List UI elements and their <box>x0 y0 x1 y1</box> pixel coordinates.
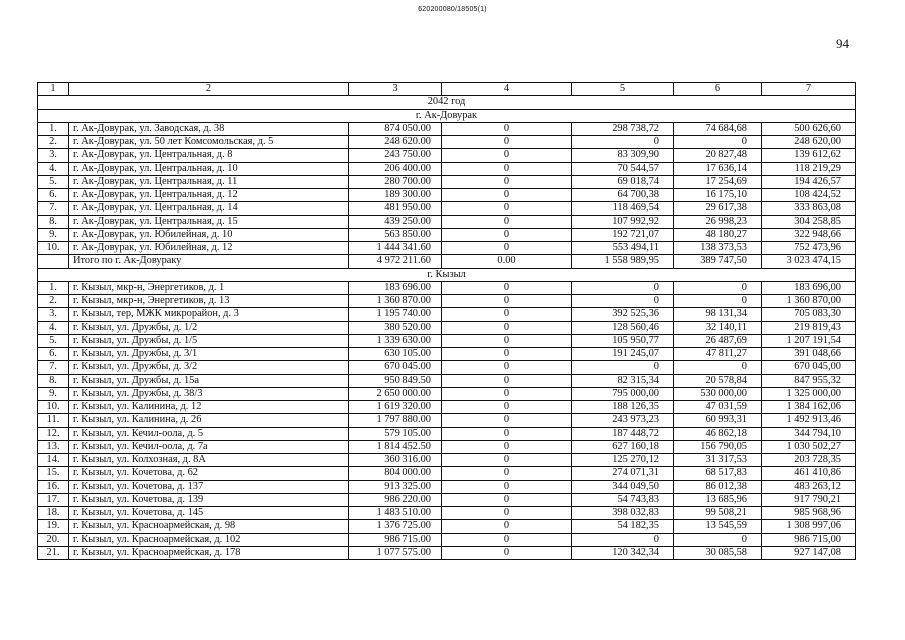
col7-cell: 927 147,08 <box>762 546 856 559</box>
col7-cell: 1 308 997,06 <box>762 520 856 533</box>
row-number-cell: 18. <box>38 507 69 520</box>
row-number-cell: 7. <box>38 202 69 215</box>
col4-cell: 0 <box>442 295 572 308</box>
address-cell: г. Кызыл, ул. Кочетова, д. 139 <box>69 493 349 506</box>
col5-cell: 398 032,83 <box>572 507 674 520</box>
row-number-cell: 10. <box>38 401 69 414</box>
col7-cell: 118 219,29 <box>762 162 856 175</box>
row-number-cell: 4. <box>38 162 69 175</box>
col6-cell: 0 <box>674 533 762 546</box>
table-row <box>38 149 856 162</box>
year-title-row <box>38 96 856 109</box>
col5-cell: 82 315,34 <box>572 374 674 387</box>
col4-cell: 0 <box>442 242 572 255</box>
address-cell: г. Кызыл, ул. Красноармейская, д. 102 <box>69 533 349 546</box>
address-cell: г. Кызыл, мкр-н, Энергетиков, д. 1 <box>69 281 349 294</box>
address-cell: г. Ак-Довурак, ул. Заводская, д. 38 <box>69 122 349 135</box>
col7-cell: 985 968,96 <box>762 507 856 520</box>
row-number-cell: 9. <box>38 387 69 400</box>
col4-cell: 0 <box>442 546 572 559</box>
cost-cell: 189 300.00 <box>349 189 442 202</box>
col6-cell: 13 545,59 <box>674 520 762 533</box>
col4-cell: 0 <box>442 308 572 321</box>
col4-cell: 0 <box>442 122 572 135</box>
address-cell: г. Ак-Довурак, ул. Юбилейная, д. 12 <box>69 242 349 255</box>
row-number-cell: 13. <box>38 440 69 453</box>
cost-cell: 280 700.00 <box>349 175 442 188</box>
col6-cell: 20 578,84 <box>674 374 762 387</box>
cost-cell: 206 400.00 <box>349 162 442 175</box>
cost-cell: 986 715.00 <box>349 533 442 546</box>
table-row <box>38 215 856 228</box>
col7-cell: 183 696,00 <box>762 281 856 294</box>
table-row <box>38 175 856 188</box>
col4-cell: 0 <box>442 202 572 215</box>
col6-cell: 68 517,83 <box>674 467 762 480</box>
address-cell: г. Ак-Довурак, ул. Юбилейная, д. 10 <box>69 228 349 241</box>
col7-cell: 333 863,08 <box>762 202 856 215</box>
cost-cell: 439 250.00 <box>349 215 442 228</box>
col5-cell: 344 049,50 <box>572 480 674 493</box>
column-number-cell: 3 <box>349 83 442 96</box>
col5-cell: 0 <box>572 281 674 294</box>
cost-cell: 950 849.50 <box>349 374 442 387</box>
col4-cell: 0 <box>442 414 572 427</box>
row-number-cell: 3. <box>38 149 69 162</box>
col7-cell: 3 023 474,15 <box>762 255 856 268</box>
housing-register-table <box>37 82 856 560</box>
address-cell: г. Кызыл, ул. Дружбы, д. 3/2 <box>69 361 349 374</box>
address-cell: г. Кызыл, ул. Кочетова, д. 137 <box>69 480 349 493</box>
row-number-cell: 5. <box>38 175 69 188</box>
col5-cell: 0 <box>572 136 674 149</box>
cost-cell: 360 316.00 <box>349 454 442 467</box>
cost-cell: 630 105.00 <box>349 348 442 361</box>
address-cell: г. Кызыл, ул. Калинина, д. 12 <box>69 401 349 414</box>
col6-cell: 32 140,11 <box>674 321 762 334</box>
table-row <box>38 454 856 467</box>
row-number-cell <box>38 255 69 268</box>
address-cell: г. Ак-Довурак, ул. Центральная, д. 12 <box>69 189 349 202</box>
address-cell: г. Кызыл, ул. Кочетова, д. 62 <box>69 467 349 480</box>
cost-cell: 913 325.00 <box>349 480 442 493</box>
address-cell: г. Кызыл, ул. Кечил-оола, д. 7а <box>69 440 349 453</box>
cost-cell: 579 105.00 <box>349 427 442 440</box>
address-cell: г. Кызыл, ул. Красноармейская, д. 178 <box>69 546 349 559</box>
col4-cell: 0 <box>442 480 572 493</box>
col6-cell: 86 012,38 <box>674 480 762 493</box>
table-row <box>38 546 856 559</box>
cost-cell: 1 619 320.00 <box>349 401 442 414</box>
col6-cell: 98 131,34 <box>674 308 762 321</box>
table-row <box>38 361 856 374</box>
col6-cell: 138 373,53 <box>674 242 762 255</box>
table-row <box>38 334 856 347</box>
page-number: 94 <box>836 36 849 51</box>
address-cell: г. Кызыл, тер, МЖК микрорайон, д. 3 <box>69 308 349 321</box>
col6-cell: 16 175,10 <box>674 189 762 202</box>
col6-cell: 156 790,05 <box>674 440 762 453</box>
col7-cell: 1 384 162,06 <box>762 401 856 414</box>
row-number-cell: 21. <box>38 546 69 559</box>
cost-cell: 670 045.00 <box>349 361 442 374</box>
col6-cell: 26 487,69 <box>674 334 762 347</box>
col7-cell: 1 030 502,27 <box>762 440 856 453</box>
col4-cell: 0 <box>442 228 572 241</box>
total-label: Итого по г. Ак-Довураку <box>69 255 349 268</box>
col6-cell: 17 636,14 <box>674 162 762 175</box>
col6-cell: 389 747,50 <box>674 255 762 268</box>
table-row <box>38 493 856 506</box>
col6-cell: 20 827,48 <box>674 149 762 162</box>
table-row <box>38 295 856 308</box>
row-number-cell: 12. <box>38 427 69 440</box>
column-number-cell: 6 <box>674 83 762 96</box>
row-number-cell: 15. <box>38 467 69 480</box>
col5-cell: 553 494,11 <box>572 242 674 255</box>
row-number-cell: 8. <box>38 215 69 228</box>
col5-cell: 795 000,00 <box>572 387 674 400</box>
cost-cell: 1 195 740.00 <box>349 308 442 321</box>
year-title: 2042 год <box>38 96 856 109</box>
col5-cell: 105 950,77 <box>572 334 674 347</box>
row-number-cell: 19. <box>38 520 69 533</box>
col7-cell: 1 492 913,46 <box>762 414 856 427</box>
col4-cell: 0 <box>442 374 572 387</box>
cost-cell: 1 814 452.50 <box>349 440 442 453</box>
col6-cell: 0 <box>674 281 762 294</box>
document-code: 620200080/18505(1) <box>418 6 487 13</box>
col5-cell: 274 071,31 <box>572 467 674 480</box>
cost-cell: 563 850.00 <box>349 228 442 241</box>
row-number-cell: 2. <box>38 295 69 308</box>
cost-cell: 986 220.00 <box>349 493 442 506</box>
table-row <box>38 507 856 520</box>
col5-cell: 107 992,92 <box>572 215 674 228</box>
row-number-cell: 16. <box>38 480 69 493</box>
row-number-cell: 4. <box>38 321 69 334</box>
row-number-cell: 2. <box>38 136 69 149</box>
cost-cell: 1 376 725.00 <box>349 520 442 533</box>
address-cell: г. Кызыл, ул. Кечил-оола, д. 5 <box>69 427 349 440</box>
col7-cell: 500 626,60 <box>762 122 856 135</box>
col4-cell: 0 <box>442 215 572 228</box>
table-body <box>38 83 856 560</box>
col7-cell: 219 819,43 <box>762 321 856 334</box>
row-number-cell: 10. <box>38 242 69 255</box>
table-row <box>38 202 856 215</box>
col4-cell: 0 <box>442 387 572 400</box>
table-row <box>38 374 856 387</box>
col5-cell: 83 309,90 <box>572 149 674 162</box>
row-number-cell: 17. <box>38 493 69 506</box>
col5-cell: 192 721,07 <box>572 228 674 241</box>
table-row <box>38 308 856 321</box>
row-number-cell: 11. <box>38 414 69 427</box>
col4-cell: 0 <box>442 334 572 347</box>
address-cell: г. Кызыл, ул. Калинина, д. 26 <box>69 414 349 427</box>
col5-cell: 392 525,36 <box>572 308 674 321</box>
column-number-row <box>38 83 856 96</box>
col4-cell: 0 <box>442 454 572 467</box>
table-row <box>38 414 856 427</box>
col5-cell: 64 700,38 <box>572 189 674 202</box>
col4-cell: 0 <box>442 493 572 506</box>
cost-cell: 481 950.00 <box>349 202 442 215</box>
address-cell: г. Кызыл, ул. Дружбы, д. 38/3 <box>69 387 349 400</box>
col4-cell: 0 <box>442 175 572 188</box>
col5-cell: 1 558 989,95 <box>572 255 674 268</box>
col6-cell: 17 254,69 <box>674 175 762 188</box>
col6-cell: 74 684,68 <box>674 122 762 135</box>
col5-cell: 128 560,46 <box>572 321 674 334</box>
col4-cell: 0 <box>442 136 572 149</box>
col4-cell: 0 <box>442 533 572 546</box>
table-row <box>38 480 856 493</box>
cost-cell: 804 000.00 <box>349 467 442 480</box>
col5-cell: 69 018,74 <box>572 175 674 188</box>
col4-cell: 0 <box>442 162 572 175</box>
section-title: г. Кызыл <box>38 268 856 281</box>
cost-cell: 243 750.00 <box>349 149 442 162</box>
address-cell: г. Кызыл, ул. Дружбы, д. 3/1 <box>69 348 349 361</box>
col6-cell: 26 998,23 <box>674 215 762 228</box>
table-row <box>38 122 856 135</box>
col4-cell: 0 <box>442 321 572 334</box>
col6-cell: 530 000,00 <box>674 387 762 400</box>
col5-cell: 243 973,23 <box>572 414 674 427</box>
table-row <box>38 189 856 202</box>
row-number-cell: 8. <box>38 374 69 387</box>
section-title: г. Ак-Довурак <box>38 109 856 122</box>
table-row <box>38 520 856 533</box>
col4-cell: 0 <box>442 348 572 361</box>
col7-cell: 194 426,57 <box>762 175 856 188</box>
column-number-cell: 7 <box>762 83 856 96</box>
col7-cell: 304 258,85 <box>762 215 856 228</box>
col5-cell: 627 160,18 <box>572 440 674 453</box>
table-row <box>38 321 856 334</box>
address-cell: г. Кызыл, ул. Дружбы, д. 1/2 <box>69 321 349 334</box>
col5-cell: 54 743,83 <box>572 493 674 506</box>
table-row <box>38 401 856 414</box>
col5-cell: 0 <box>572 533 674 546</box>
cost-cell: 1 444 341.60 <box>349 242 442 255</box>
row-number-cell: 5. <box>38 334 69 347</box>
table-row <box>38 228 856 241</box>
col5-cell: 125 270,12 <box>572 454 674 467</box>
col5-cell: 54 182,35 <box>572 520 674 533</box>
col6-cell: 60 993,31 <box>674 414 762 427</box>
cost-cell: 2 650 000.00 <box>349 387 442 400</box>
col5-cell: 0 <box>572 295 674 308</box>
col7-cell: 1 360 870,00 <box>762 295 856 308</box>
cost-cell: 1 339 630.00 <box>349 334 442 347</box>
cost-cell: 1 360 870.00 <box>349 295 442 308</box>
col4-cell: 0 <box>442 401 572 414</box>
address-cell: г. Кызыл, мкр-н, Энергетиков, д. 13 <box>69 295 349 308</box>
address-cell: г. Ак-Довурак, ул. Центральная, д. 11 <box>69 175 349 188</box>
col6-cell: 0 <box>674 295 762 308</box>
col7-cell: 705 083,30 <box>762 308 856 321</box>
col7-cell: 391 048,66 <box>762 348 856 361</box>
row-number-cell: 6. <box>38 348 69 361</box>
total-row <box>38 255 856 268</box>
col6-cell: 0 <box>674 361 762 374</box>
cost-cell: 874 050.00 <box>349 122 442 135</box>
col5-cell: 188 126,35 <box>572 401 674 414</box>
col5-cell: 70 544,57 <box>572 162 674 175</box>
col7-cell: 483 263,12 <box>762 480 856 493</box>
col5-cell: 118 469,54 <box>572 202 674 215</box>
col6-cell: 29 617,38 <box>674 202 762 215</box>
col7-cell: 108 424,52 <box>762 189 856 202</box>
address-cell: г. Кызыл, ул. Кочетова, д. 145 <box>69 507 349 520</box>
col5-cell: 298 738,72 <box>572 122 674 135</box>
row-number-cell: 3. <box>38 308 69 321</box>
address-cell: г. Ак-Довурак, ул. Центральная, д. 14 <box>69 202 349 215</box>
col4-cell: 0 <box>442 507 572 520</box>
address-cell: г. Кызыл, ул. Дружбы, д. 1/5 <box>69 334 349 347</box>
table-row <box>38 162 856 175</box>
col5-cell: 187 448,72 <box>572 427 674 440</box>
col7-cell: 461 410,86 <box>762 467 856 480</box>
col7-cell: 203 728,35 <box>762 454 856 467</box>
table-row <box>38 136 856 149</box>
address-cell: г. Кызыл, ул. Дружбы, д. 15а <box>69 374 349 387</box>
col7-cell: 322 948,66 <box>762 228 856 241</box>
column-number-cell: 5 <box>572 83 674 96</box>
col4-cell: 0 <box>442 149 572 162</box>
row-number-cell: 14. <box>38 454 69 467</box>
col6-cell: 31 317,53 <box>674 454 762 467</box>
cost-cell: 1 797 880.00 <box>349 414 442 427</box>
table-row <box>38 242 856 255</box>
section-title-row <box>38 268 856 281</box>
col6-cell: 46 862,18 <box>674 427 762 440</box>
cost-cell: 4 972 211.60 <box>349 255 442 268</box>
col4-cell: 0 <box>442 427 572 440</box>
row-number-cell: 20. <box>38 533 69 546</box>
col7-cell: 752 473,96 <box>762 242 856 255</box>
col4-cell: 0 <box>442 520 572 533</box>
col6-cell: 0 <box>674 136 762 149</box>
col7-cell: 670 045,00 <box>762 361 856 374</box>
col6-cell: 13 685,96 <box>674 493 762 506</box>
row-number-cell: 6. <box>38 189 69 202</box>
row-number-cell: 1. <box>38 122 69 135</box>
column-number-cell: 1 <box>38 83 69 96</box>
col7-cell: 847 955,32 <box>762 374 856 387</box>
row-number-cell: 7. <box>38 361 69 374</box>
col7-cell: 986 715,00 <box>762 533 856 546</box>
col5-cell: 120 342,34 <box>572 546 674 559</box>
table-row <box>38 533 856 546</box>
address-cell: г. Ак-Довурак, ул. Центральная, д. 8 <box>69 149 349 162</box>
col4-cell: 0 <box>442 467 572 480</box>
col7-cell: 1 325 000,00 <box>762 387 856 400</box>
table-row <box>38 281 856 294</box>
section-title-row <box>38 109 856 122</box>
address-cell: г. Кызыл, ул. Красноармейская, д. 98 <box>69 520 349 533</box>
cost-cell: 1 077 575.00 <box>349 546 442 559</box>
cost-cell: 248 620.00 <box>349 136 442 149</box>
col4-cell: 0 <box>442 281 572 294</box>
col6-cell: 99 508,21 <box>674 507 762 520</box>
col7-cell: 1 207 191,54 <box>762 334 856 347</box>
col6-cell: 47 811,27 <box>674 348 762 361</box>
col6-cell: 47 031,59 <box>674 401 762 414</box>
table-row <box>38 467 856 480</box>
address-cell: г. Кызыл, ул. Колхозная, д. 8А <box>69 454 349 467</box>
column-number-cell: 2 <box>69 83 349 96</box>
col5-cell: 0 <box>572 361 674 374</box>
row-number-cell: 9. <box>38 228 69 241</box>
address-cell: г. Ак-Довурак, ул. 50 лет Комсомольская, д. 5 <box>69 136 349 149</box>
col6-cell: 48 180,27 <box>674 228 762 241</box>
col7-cell: 917 790,21 <box>762 493 856 506</box>
cost-cell: 1 483 510.00 <box>349 507 442 520</box>
table-row <box>38 427 856 440</box>
col7-cell: 248 620,00 <box>762 136 856 149</box>
table-row <box>38 440 856 453</box>
column-number-cell: 4 <box>442 83 572 96</box>
col7-cell: 139 612,62 <box>762 149 856 162</box>
col6-cell: 30 085,58 <box>674 546 762 559</box>
col4-cell: 0 <box>442 440 572 453</box>
col7-cell: 344 794,10 <box>762 427 856 440</box>
col4-cell: 0 <box>442 361 572 374</box>
row-number-cell: 1. <box>38 281 69 294</box>
cost-cell: 380 520.00 <box>349 321 442 334</box>
table-row <box>38 387 856 400</box>
address-cell: г. Ак-Довурак, ул. Центральная, д. 15 <box>69 215 349 228</box>
col5-cell: 191 245,07 <box>572 348 674 361</box>
col4-cell: 0.00 <box>442 255 572 268</box>
cost-cell: 183 696.00 <box>349 281 442 294</box>
table-row <box>38 348 856 361</box>
col4-cell: 0 <box>442 189 572 202</box>
address-cell: г. Ак-Довурак, ул. Центральная, д. 10 <box>69 162 349 175</box>
